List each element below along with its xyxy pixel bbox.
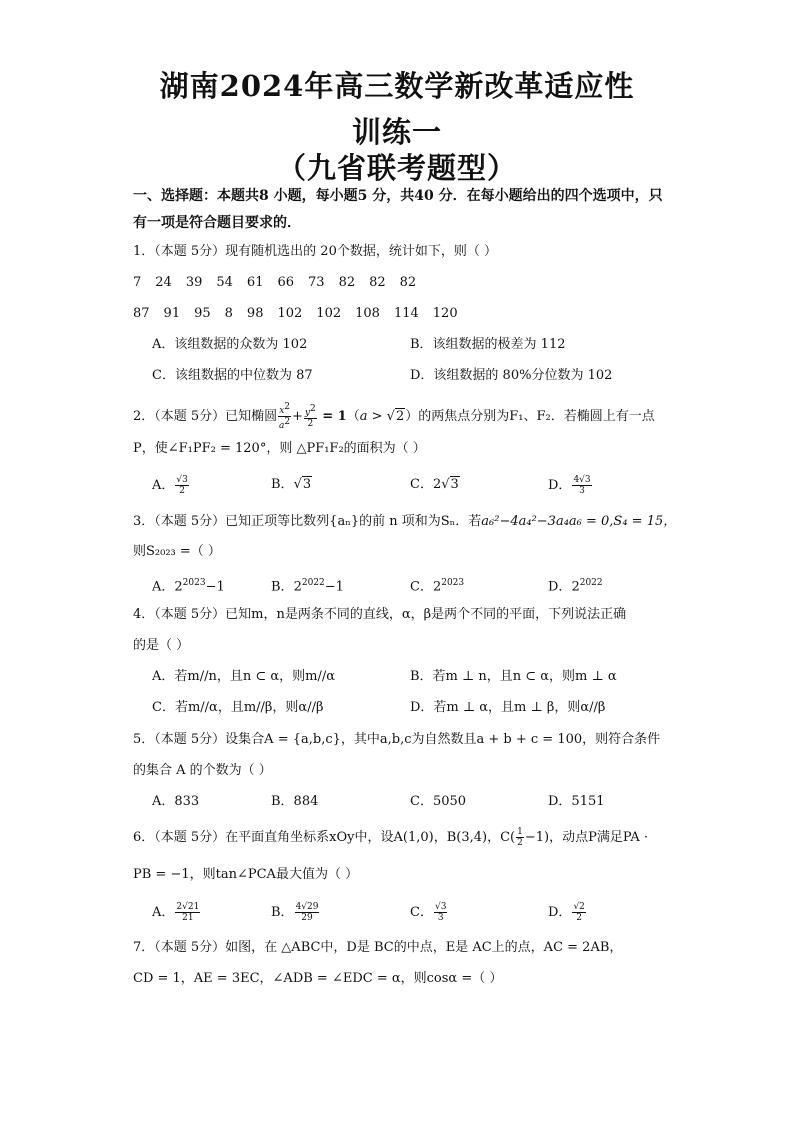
q6-option-b[interactable]: B． $\frac{4√29}{29}$ xyxy=(271,902,319,923)
q2-option-c[interactable]: C．2√3 xyxy=(410,477,459,492)
q2-stem-line2: P，使∠F₁PF₂ = 120°，则 △PF₁F₂的面积为（ ） xyxy=(133,441,426,456)
q5-option-c[interactable]: C．5050 xyxy=(410,794,467,809)
page-title-line1: 湖南2024年高三数学新改革适应性 xyxy=(159,69,635,103)
q7-stem: 7．（本题 5分）如图，在 △ABC中，D是 BC的中点，E是 AC上的点，AC = 2AB， xyxy=(133,940,623,955)
q1-data-row2: 87 91 95 8 98 102 102 108 114 120 xyxy=(133,306,458,321)
q2-option-d[interactable]: D． $\frac{4√3}{3}$ xyxy=(548,475,591,496)
q3-option-d[interactable]: D．$2^{2022}$ xyxy=(548,578,603,595)
q1-option-b[interactable]: B．该组数据的极差为 112 xyxy=(410,337,566,352)
q1-stem: 1．（本题 5分）现有随机选出的 20个数据，统计如下，则（ ） xyxy=(133,244,497,259)
q4-option-c[interactable]: C．若m//α，且m//β，则α//β xyxy=(152,700,324,715)
q6-option-a[interactable]: A． $\frac{2√21}{21}$ xyxy=(152,902,200,923)
q1-option-c[interactable]: C．该组数据的中位数为 87 xyxy=(152,368,313,383)
q5-option-b[interactable]: B．884 xyxy=(271,794,319,809)
q1-data-row1: 7 24 39 54 61 66 73 82 82 82 xyxy=(133,275,417,290)
q4-stem: 4．（本题 5分）已知m，n是两条不同的直线，α，β是两个不同的平面，下列说法正确 xyxy=(133,607,627,622)
section-heading: 一、选择题：本题共8 小题，每小题5 分，共40 分．在每小题给出的四个选项中，只有一项是符合题目要求的． xyxy=(133,188,663,231)
q5-option-d[interactable]: D．5151 xyxy=(548,794,605,809)
q3-option-a[interactable]: A．$2^{2023}-1$ xyxy=(152,578,225,595)
q1-option-d[interactable]: D．该组数据的 80%分位数为 102 xyxy=(410,368,613,383)
page-title-line3: （九省联考题型） xyxy=(276,151,517,185)
q2-option-a[interactable]: A． $\frac{√3}{2}$ xyxy=(152,475,188,496)
q3-option-b[interactable]: B．$2^{2022}-1$ xyxy=(271,578,344,595)
page-title-line2: 训练一 xyxy=(351,115,442,149)
q1-option-a[interactable]: A．该组数据的众数为 102 xyxy=(152,337,308,352)
q6-stem: 6．（本题 5分）在平面直角坐标系xOy中，设A(1,0)，B(3,4)，C( $\frac{1}{2}$ −1)，动点P满足PA · xyxy=(133,827,649,848)
q4-option-a[interactable]: A．若m//n，且n ⊂ α，则m//α xyxy=(152,669,336,684)
q3-stem-line2: 则S₂₀₂₃ =（ ） xyxy=(133,544,221,559)
q5-stem: 5．（本题 5分）设集合A = {a,b,c}，其中a,b,c为自然数且a + b + c = 100，则符合条件 xyxy=(133,732,661,747)
q5-option-a[interactable]: A．833 xyxy=(152,794,200,809)
q4-stem-line2: 的是（ ） xyxy=(133,638,190,653)
q7-stem-line2: CD = 1，AE = 3EC，∠ADB = ∠EDC = α，则cosα =（ ） xyxy=(133,971,503,986)
q4-option-b[interactable]: B．若m ⊥ n，且n ⊂ α，则m ⊥ α xyxy=(410,669,617,684)
q3-option-c[interactable]: C．$2^{2023}$ xyxy=(410,578,465,595)
q2-stem: 2．（本题 5分）已知椭圆 $\frac{x^2}{a^2}$ + $\frac{y^2}{2}$ = 1（a > √2）的两焦点分别为F₁、F₂．若椭圆上有一点 xyxy=(133,402,655,431)
q6-option-d[interactable]: D． $\frac{√2}{2}$ xyxy=(548,902,585,923)
q3-stem: 3．（本题 5分）已知正项等比数列{aₙ}的前 n 项和为Sₙ．若a₆²−4a₄²−3a₄a₆ = 0,S₄ = 15， xyxy=(133,514,677,529)
q6-stem-line2: PB = −1，则tan∠PCA最大值为（ ） xyxy=(133,867,359,882)
q6-option-c[interactable]: C． $\frac{√3}{3}$ xyxy=(410,902,447,923)
q5-stem-line2: 的集合 A 的个数为（ ） xyxy=(133,763,272,778)
q4-option-d[interactable]: D．若m ⊥ α，且m ⊥ β，则α//β xyxy=(410,700,606,715)
q2-option-b[interactable]: B．√3 xyxy=(271,477,312,492)
